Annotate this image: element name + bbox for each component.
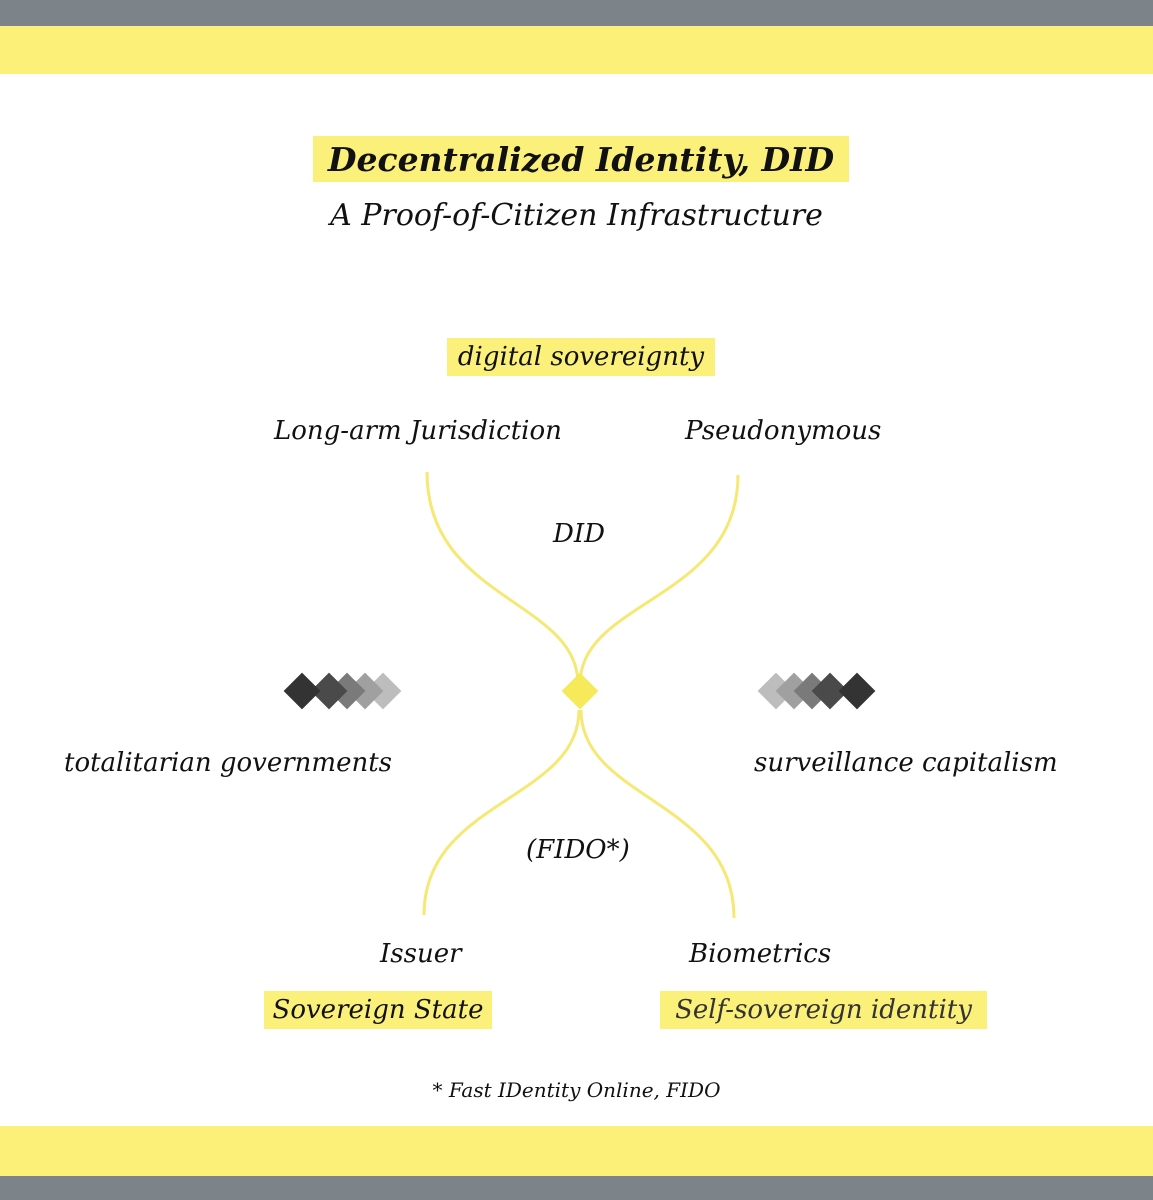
bottom-yellow-band <box>0 1126 1153 1176</box>
diagram-subtitle: A Proof-of-Citizen Infrastructure <box>330 198 823 233</box>
diagram-title: Decentralized Identity, DID <box>313 136 849 182</box>
label-self-sovereign-identity: Self-sovereign identity <box>660 991 987 1029</box>
lower-left-curve <box>424 710 579 915</box>
lower-right-curve <box>581 710 734 918</box>
label-biometrics: Biometrics <box>689 939 832 969</box>
left-diamond-row <box>284 673 402 710</box>
left-diamond-1 <box>284 673 321 710</box>
upper-left-curve <box>427 472 578 684</box>
label-digital-sovereignty: digital sovereignty <box>447 338 715 376</box>
right-diamond-5 <box>839 673 876 710</box>
label-did: DID <box>553 519 605 549</box>
bottom-gray-band <box>0 1176 1153 1200</box>
label-sovereign-state: Sovereign State <box>264 991 492 1029</box>
right-diamond-row <box>758 673 876 710</box>
label-issuer: Issuer <box>380 939 462 969</box>
footnote: * Fast IDentity Online, FIDO <box>432 1078 721 1102</box>
label-totalitarian-governments: totalitarian governments <box>64 748 393 778</box>
label-fido: (FIDO*) <box>526 835 630 865</box>
label-long-arm-jurisdiction: Long-arm Jurisdiction <box>274 416 562 446</box>
upper-right-curve <box>580 475 738 684</box>
label-pseudonymous: Pseudonymous <box>685 416 882 446</box>
label-surveillance-capitalism: surveillance capitalism <box>754 748 1058 778</box>
center-diamond <box>562 673 599 710</box>
